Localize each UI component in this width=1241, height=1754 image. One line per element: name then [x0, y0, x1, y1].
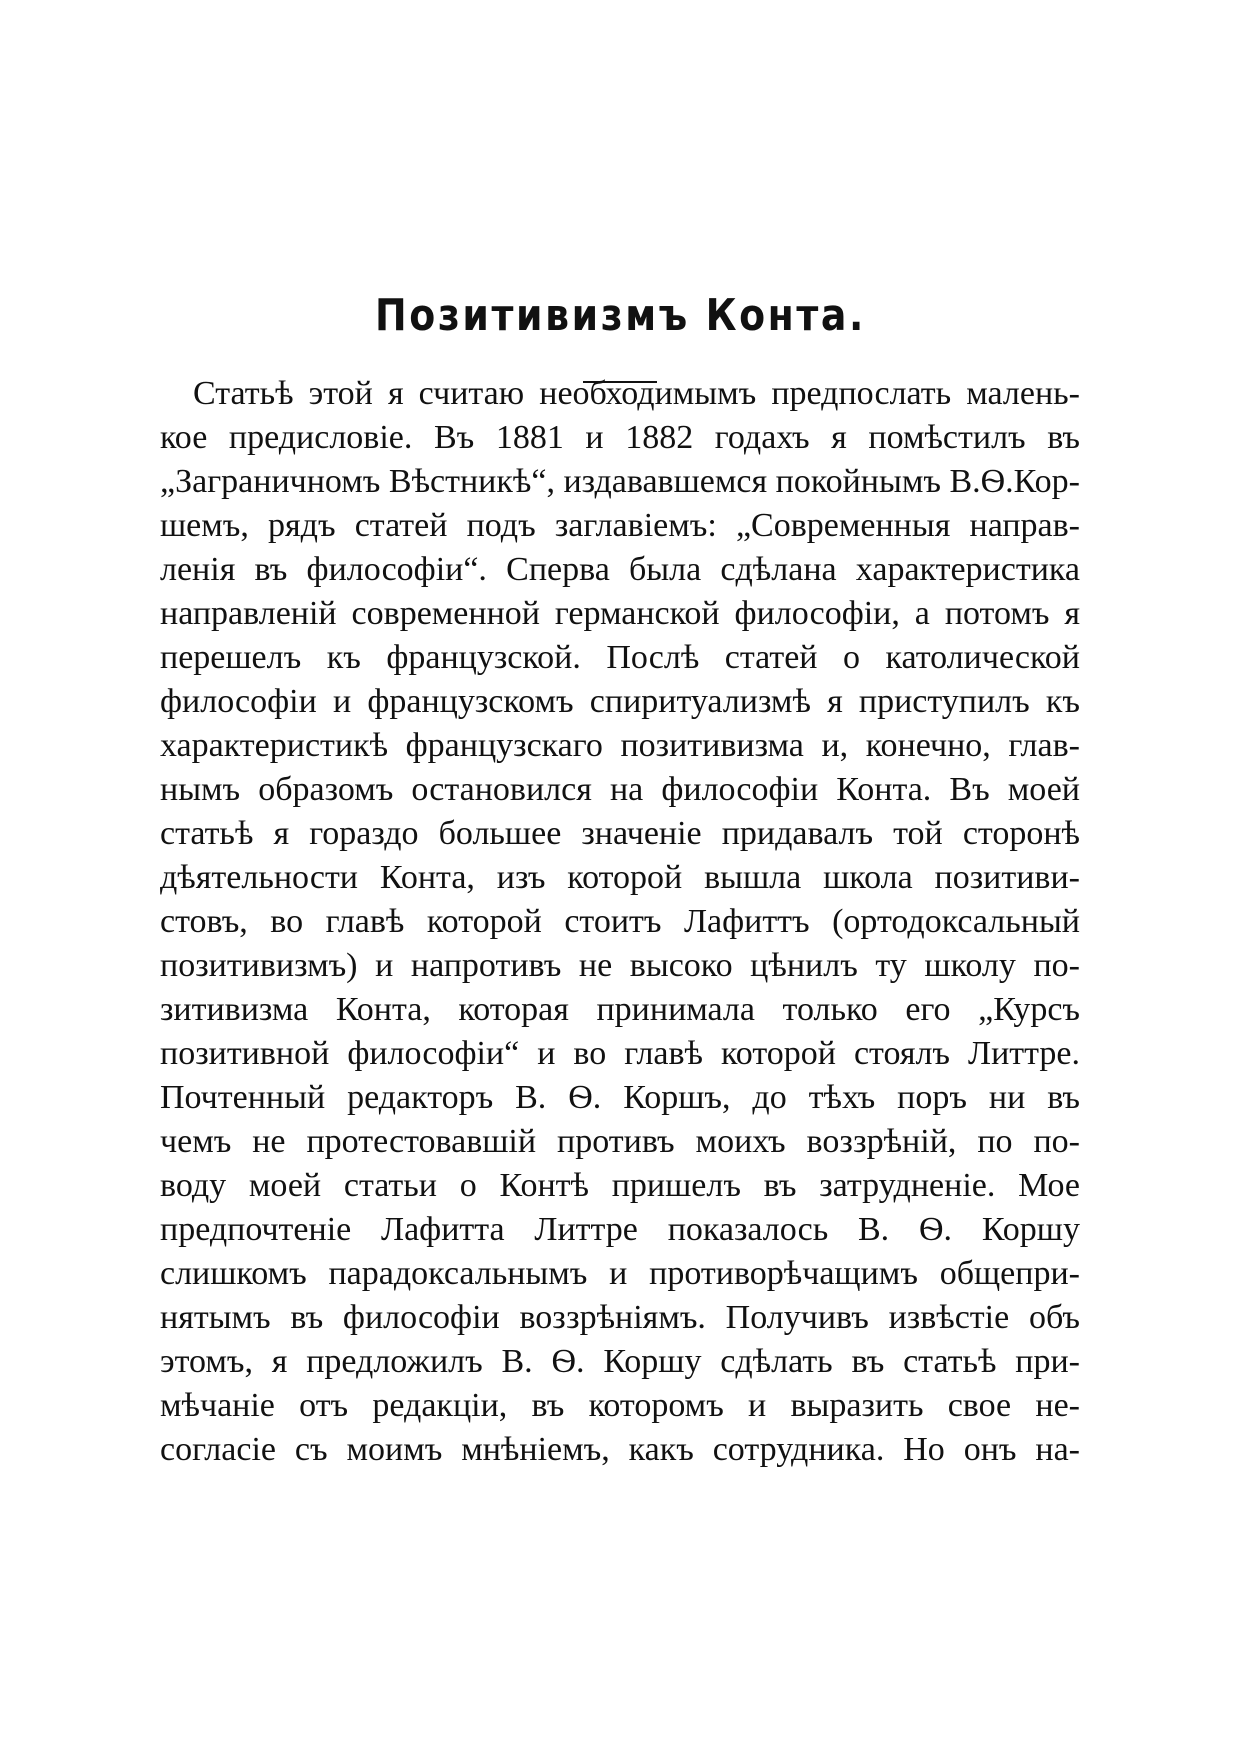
paragraph-line-5: ленія въ философіи“. Сперва была сдѣлана характеристика [160, 551, 1080, 588]
paragraph-line-8: философіи и французскомъ спиритуализмѣ я приступилъ къ [160, 683, 1080, 720]
paragraph-line-6: направленій современной германской философіи, а потомъ я [160, 595, 1080, 632]
paragraph-line-13: стовъ, во главѣ которой стоитъ Лафиттъ (ортодоксальный [160, 903, 1080, 940]
paragraph-line-21: слишкомъ парадоксальнымъ и противорѣчащимъ общепри- [160, 1255, 1080, 1292]
paragraph-line-22: нятымъ въ философіи воззрѣніямъ. Получивъ извѣстіе объ [160, 1299, 1080, 1336]
paragraph-line-14: позитивизмъ) и напротивъ не высоко цѣнилъ ту школу по- [160, 947, 1080, 984]
paragraph-line-7: перешелъ къ французской. Послѣ статей о католической [160, 639, 1080, 676]
paragraph-line-12: дѣятельности Конта, изъ которой вышла школа позитиви- [160, 859, 1080, 896]
paragraph-line-4: шемъ, рядъ статей подъ заглавіемъ: „Современныя направ- [160, 507, 1080, 544]
paragraph-line-3: „Заграничномъ Вѣстникѣ“, издававшемся покойнымъ В.Ѳ.Кор- [160, 463, 1080, 500]
paragraph-line-23: этомъ, я предложилъ В. Ѳ. Коршу сдѣлать въ статьѣ при- [160, 1343, 1080, 1380]
paragraph-line-11: статьѣ я гораздо большее значеніе придавалъ той сторонѣ [160, 815, 1080, 852]
paragraph-line-2: кое предисловіе. Въ 1881 и 1882 годахъ я помѣстилъ въ [160, 419, 1080, 456]
paragraph-line-10: нымъ образомъ остановился на философіи Конта. Въ моей [160, 771, 1080, 808]
paragraph-line-16: позитивной философіи“ и во главѣ которой стоялъ Литтре. [160, 1035, 1080, 1072]
paragraph-line-19: воду моей статьи о Контѣ пришелъ въ затрудненіе. Мое [160, 1167, 1080, 1204]
paragraph-line-1: Статьѣ этой я считаю необходимымъ предпослать малень- [193, 375, 1080, 412]
paragraph-line-20: предпочтеніе Лафитта Литтре показалось В. Ѳ. Коршу [160, 1211, 1080, 1248]
paragraph-line-9: характеристикѣ французскаго позитивизма и, конечно, глав- [160, 727, 1080, 764]
paragraph-line-18: чемъ не протестовавшій противъ моихъ воззрѣній, по по- [160, 1123, 1080, 1160]
paragraph-line-15: зитивизма Конта, которая принимала только его „Курсъ [160, 991, 1080, 1028]
chapter-title: Позитивизмъ Конта. [375, 290, 866, 341]
paragraph-line-24: мѣчаніе отъ редакціи, въ которомъ и выразить свое не- [160, 1387, 1080, 1424]
paragraph-line-17: Почтенный редакторъ В. Ѳ. Коршъ, до тѣхъ поръ ни въ [160, 1079, 1080, 1116]
paragraph-line-25: согласіе съ моимъ мнѣніемъ, какъ сотрудника. Но онъ на- [160, 1431, 1080, 1468]
